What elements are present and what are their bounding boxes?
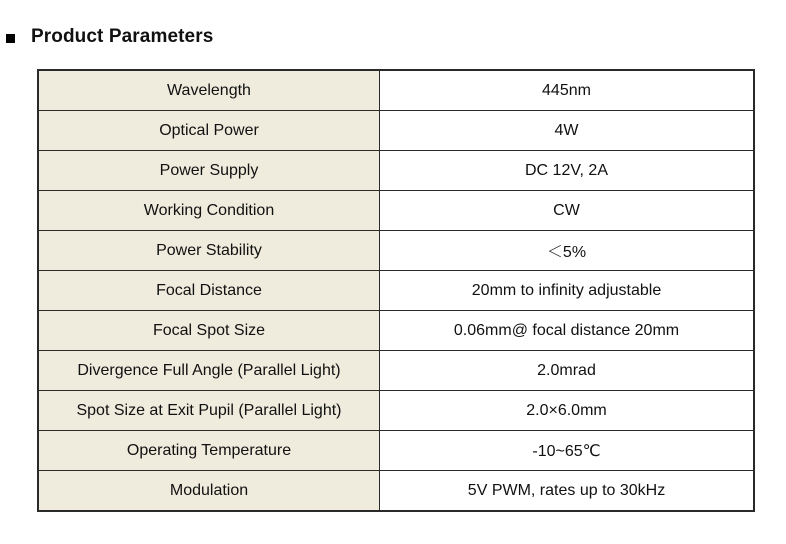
parameter-value: 20mm to infinity adjustable	[380, 271, 755, 311]
table-row	[38, 111, 754, 151]
parameter-value: 2.0×6.0mm	[380, 391, 755, 431]
parameter-value: -10~65℃	[380, 431, 755, 471]
table-row	[38, 351, 754, 391]
parameter-label: Working Condition	[38, 191, 380, 231]
table-row	[38, 191, 754, 231]
parameter-label: Optical Power	[38, 111, 380, 151]
parameter-label: Wavelength	[38, 70, 380, 111]
parameter-value: CW	[380, 191, 755, 231]
parameter-label: Power Stability	[38, 231, 380, 271]
parameter-label: Modulation	[38, 471, 380, 512]
table-row	[38, 70, 754, 111]
section-heading	[6, 24, 213, 50]
product-parameters-table	[37, 69, 755, 512]
parameter-label: Focal Distance	[38, 271, 380, 311]
parameter-label: Power Supply	[38, 151, 380, 191]
parameter-value: 5V PWM, rates up to 30kHz	[380, 471, 755, 512]
parameter-label: Focal Spot Size	[38, 311, 380, 351]
section-title: Product Parameters	[31, 26, 214, 47]
parameter-value: ＜5%	[380, 231, 755, 271]
parameter-value: DC 12V, 2A	[380, 151, 755, 191]
parameter-label: Operating Temperature	[38, 431, 380, 471]
parameter-label: Spot Size at Exit Pupil (Parallel Light)	[38, 391, 380, 431]
table-row	[38, 231, 754, 271]
table-row	[38, 271, 754, 311]
parameter-value: 0.06mm@ focal distance 20mm	[380, 311, 755, 351]
table-row	[38, 471, 754, 512]
parameter-value: 4W	[380, 111, 755, 151]
table-row	[38, 431, 754, 471]
parameter-value: 2.0mrad	[380, 351, 755, 391]
parameter-value: 445nm	[380, 70, 755, 111]
table-row	[38, 151, 754, 191]
square-bullet-icon	[6, 34, 15, 43]
parameter-label: Divergence Full Angle (Parallel Light)	[38, 351, 380, 391]
table-row	[38, 311, 754, 351]
table-row	[38, 391, 754, 431]
